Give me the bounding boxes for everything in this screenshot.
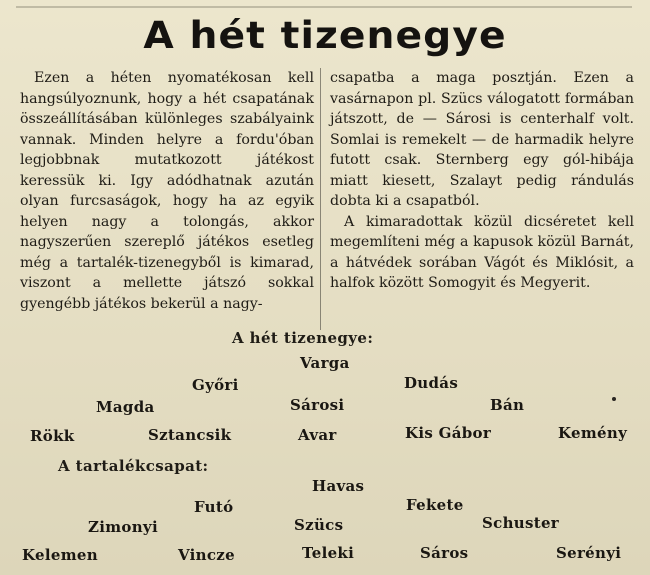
forward-3: Avar	[298, 426, 337, 444]
article-paragraph: Ezen a héten nyomatékosan kell hangsúlyoznunk, hogy a hét csapatának összeállításában különleges szabályaink vannak. Minden helyre a fordu'óban legjobbnak mutatkozott játékost keressük ki. Igy adódhatnak azután olyan furcsaságok, hogy ha az egyik helyen nagy a tolongás, akkor nagyszerűen szereplő játékos esetleg még a tartalék-tizenegyből is kimarad, viszont a mellette játszó sokkal gyengébb játékos bekerül a nagy-	[20, 70, 314, 312]
ink-speck	[612, 397, 616, 401]
half-center: Sárosi	[290, 396, 345, 414]
reserve-half-right: Schuster	[482, 514, 559, 532]
reserve-forward-4: Sáros	[420, 544, 469, 562]
main-team-title: A hét tizenegye:	[232, 329, 374, 347]
reserve-goalkeeper: Havas	[312, 477, 365, 495]
reserve-half-center: Szücs	[294, 516, 344, 534]
reserve-team-title: A tartalékcsapat:	[58, 457, 209, 475]
forward-5: Kemény	[558, 424, 628, 442]
article-paragraph: A kimaradottak közül dicséretet kell megemlíteni még a kapusok közül Barnát, a hátvédek sorában Vágót és Miklósit, a halfok között Somogyit és Megyerit.	[330, 213, 634, 291]
goalkeeper: Varga	[300, 354, 350, 372]
back-right: Dudás	[404, 374, 459, 392]
half-left: Magda	[96, 398, 155, 416]
reserve-back-left: Futó	[194, 498, 234, 516]
article-paragraph: csapatba a maga posztján. Ezen a vasárnapon pl. Szücs válogatott formában játszott, de — Sárosi is centerhalf volt. Somlai is remekelt — de harmadik helyre futott csak. Sternberg egy gól-hibája miatt kiesett, Szalayt pedig rándulás dobta ki a csapatból.	[330, 70, 634, 209]
forward-4: Kis Gábor	[405, 424, 492, 442]
forward-1: Rökk	[30, 427, 75, 445]
article-column-right	[330, 68, 634, 294]
reserve-back-right: Fekete	[406, 496, 464, 514]
reserve-half-left: Zimonyi	[88, 518, 158, 536]
article-column-left	[20, 68, 314, 314]
reserve-forward-2: Vincze	[178, 546, 235, 564]
back-left: Győri	[192, 376, 239, 394]
column-divider	[320, 68, 321, 330]
headline: A hét tizenegye	[143, 14, 507, 57]
reserve-forward-5: Serényi	[556, 544, 622, 562]
half-right: Bán	[490, 396, 525, 414]
reserve-forward-3: Teleki	[302, 544, 355, 562]
forward-2: Sztancsik	[148, 426, 232, 444]
reserve-forward-1: Kelemen	[22, 546, 98, 564]
